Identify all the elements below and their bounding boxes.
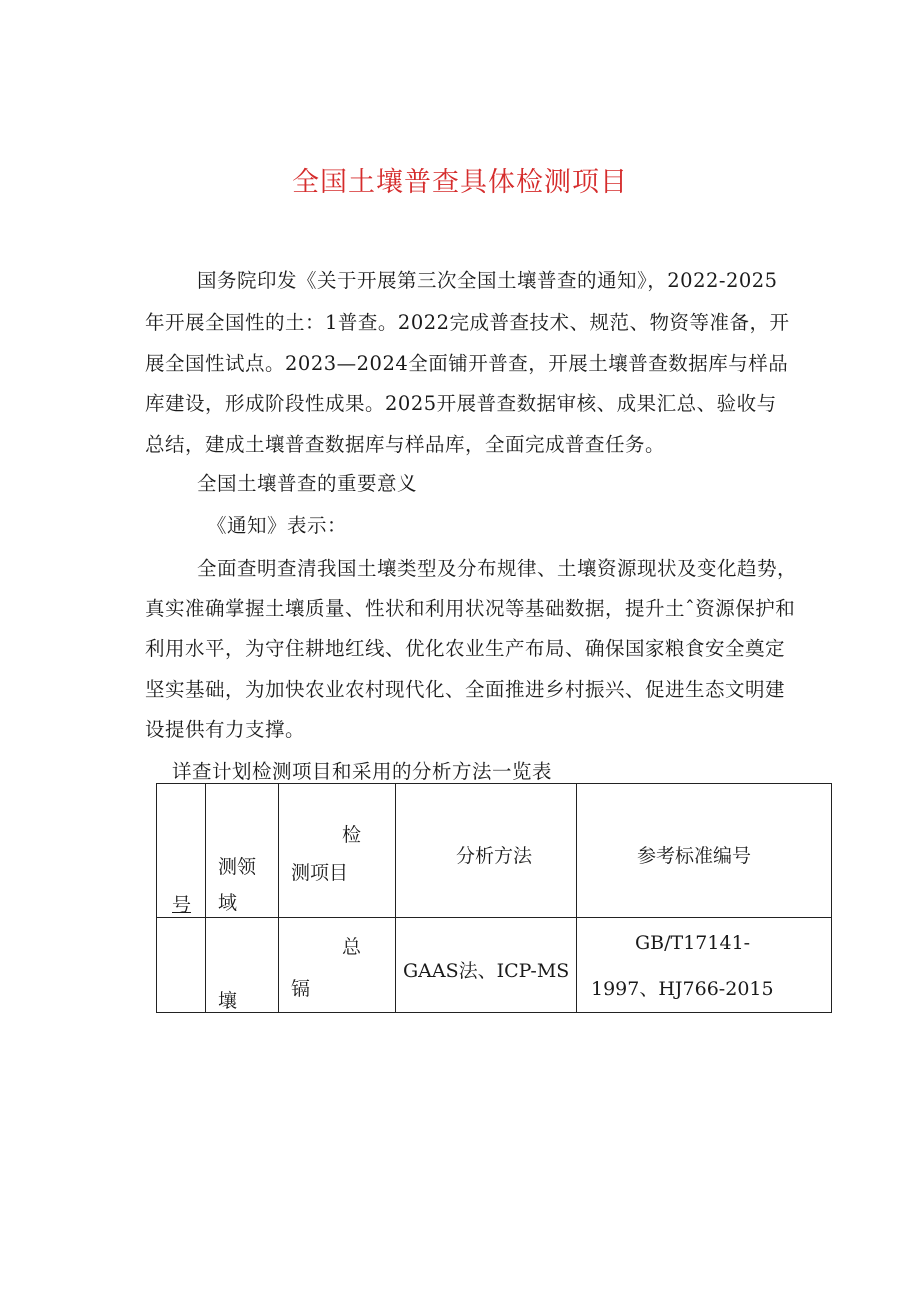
intro-line: 展全国性试点。2023—2024全面铺开普查，开展土壤普查数据库与样品 <box>145 352 789 375</box>
page-title: 全国土壤普查具体检测项目 <box>292 167 628 198</box>
row-item-line1: 总 <box>342 936 362 958</box>
intro-line: 总结，建成土壤普查数据库与样品库，全面完成普查任务。 <box>145 433 666 456</box>
table-row <box>157 918 832 1013</box>
header-domain-line1: 测领 <box>218 856 257 878</box>
row-cell-number <box>157 918 206 1013</box>
intro-line: 库建设，形成阶段性成果。2025开展普查数据审核、成果汇总、验收与 <box>145 392 777 415</box>
header-domain-line2: 域 <box>218 892 238 914</box>
row-method: GAAS法、ICP-MS <box>403 960 570 982</box>
row-cell-standard <box>577 918 832 1013</box>
detection-items-table <box>156 783 832 1013</box>
row-item-line2: 镉 <box>291 978 311 1000</box>
header-number-label: 号 <box>172 894 192 916</box>
notice-label: 《通知》表示： <box>207 514 348 537</box>
intro-line: 年开展全国性的土：1普查。2022完成普查技术、规范、物资等准备，开 <box>145 311 790 334</box>
row-cell-item <box>279 918 396 1013</box>
row-standard-line2: 1997、HJ766-2015 <box>591 978 774 1000</box>
significance-line: 坚实基础，为加快农业农村现代化、全面推进乡村振兴、促进生态文明建 <box>145 678 786 701</box>
header-standard-label: 参考标准编号 <box>637 845 752 867</box>
significance-line: 真实准确掌握土壤质量、性状和利用状况等基础数据，提升土ˆ资源保护和 <box>145 597 796 620</box>
row-standard-line1: GB/T17141- <box>635 932 751 954</box>
header-cell-method <box>396 784 577 918</box>
significance-line: 全面查明查清我国土壤类型及分布规律、土壤资源现状及变化趋势， <box>197 557 798 580</box>
header-cell-number <box>157 784 206 918</box>
intro-line: 国务院印发《关于开展第三次全国土壤普查的通知》，2022-2025 <box>197 269 778 292</box>
section-heading: 全国土壤普查的重要意义 <box>197 472 418 495</box>
header-item-line1: 检 <box>342 824 362 846</box>
header-method-label: 分析方法 <box>456 845 533 867</box>
row-domain: 壤 <box>218 990 238 1012</box>
header-cell-item <box>279 784 396 918</box>
significance-line: 利用水平，为守住耕地红线、优化农业生产布局、确保国家粮食安全奠定 <box>145 637 786 660</box>
header-cell-domain <box>206 784 279 918</box>
header-item-line2: 测项目 <box>291 862 349 884</box>
table-header-row <box>157 784 832 918</box>
row-cell-domain <box>206 918 279 1013</box>
row-cell-method <box>396 918 577 1013</box>
significance-line: 设提供有力支撑。 <box>145 718 306 741</box>
header-cell-standard <box>577 784 832 918</box>
table-caption: 详查计划检测项目和采用的分析方法一览表 <box>172 760 553 783</box>
